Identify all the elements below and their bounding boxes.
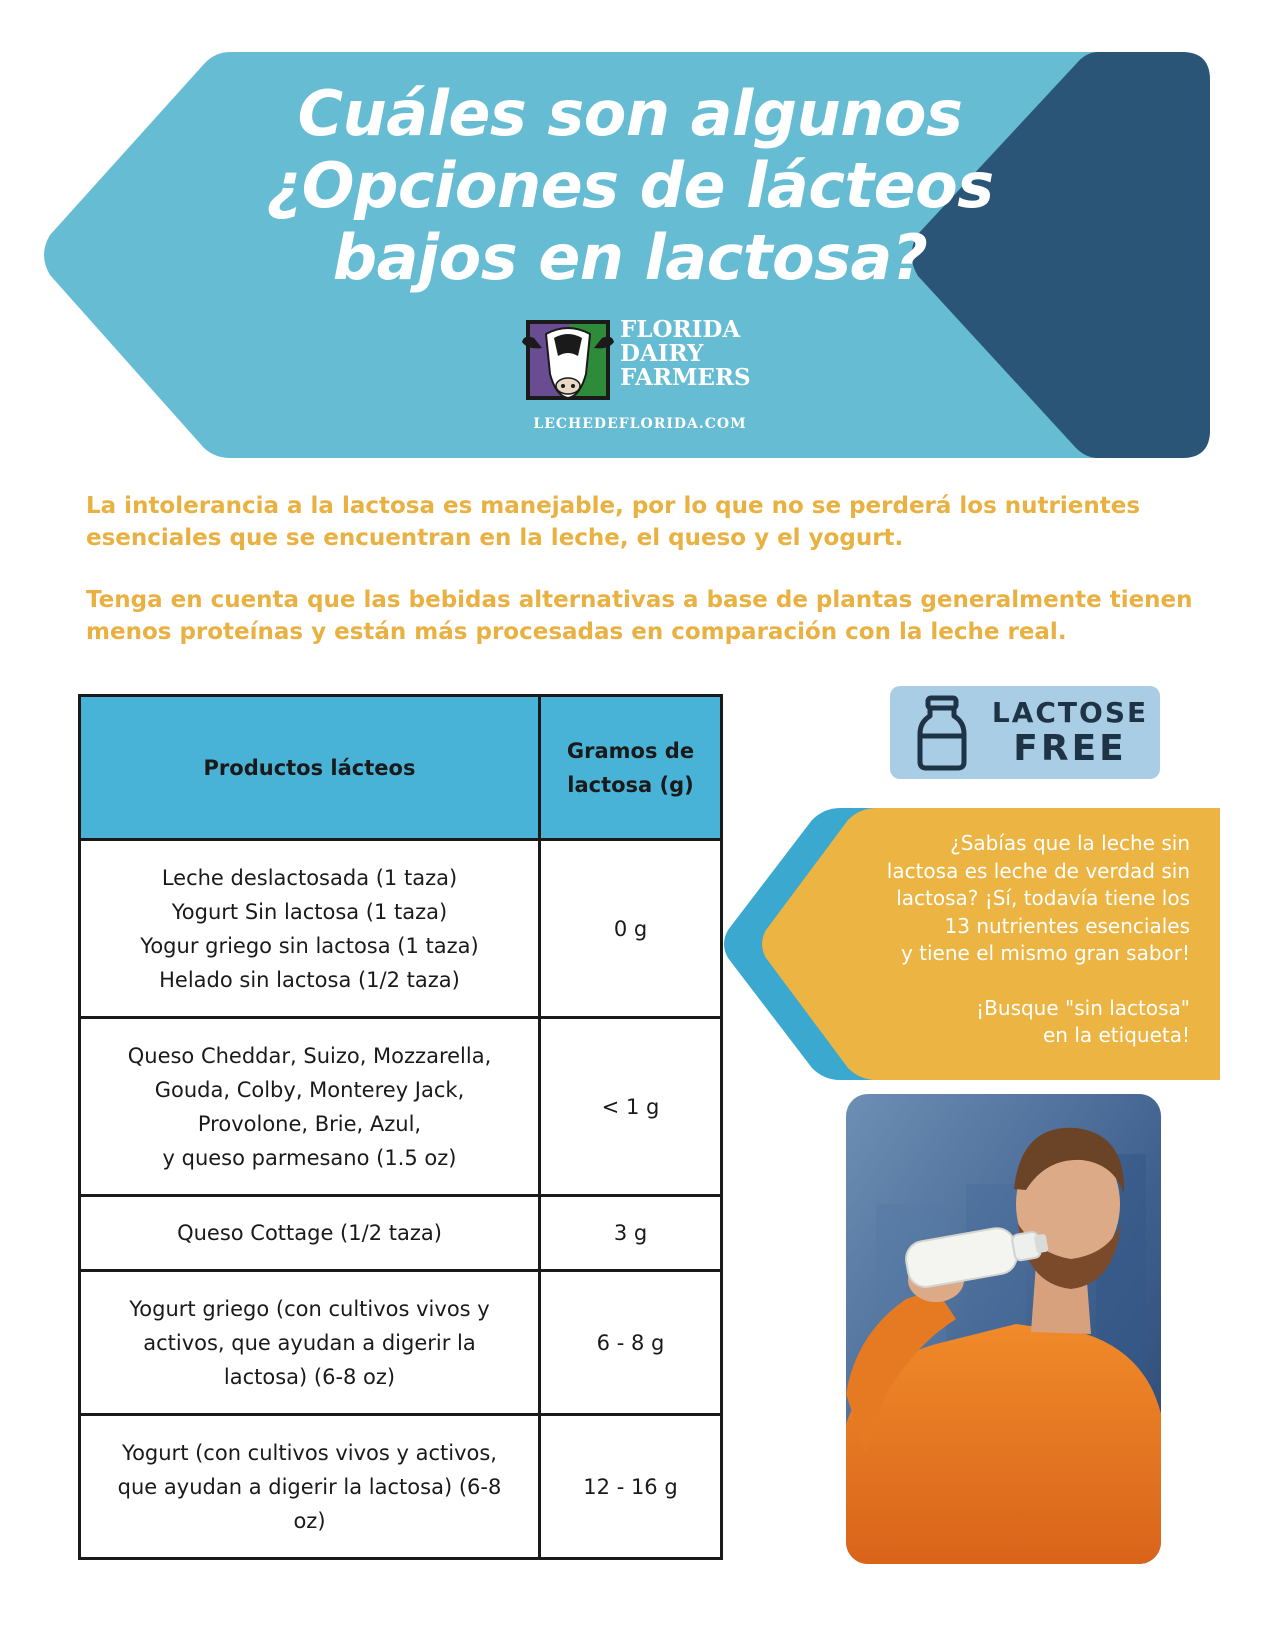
product-line: Leche deslactosada (1 taza) <box>161 865 458 890</box>
callout-line: ¡Busque "sin lactosa" <box>976 995 1190 1020</box>
product-cell <box>80 1196 540 1271</box>
page-title <box>230 78 1030 294</box>
badge-text-lactose: LACTOSE <box>991 696 1149 729</box>
callout-paragraph-2 <box>815 995 1190 1050</box>
callout-paragraph-1 <box>815 830 1190 968</box>
cow-logo-icon <box>520 316 616 404</box>
product-cell <box>80 1271 540 1415</box>
table-header-row <box>80 696 722 840</box>
title-line-3: bajos en lactosa? <box>332 221 928 294</box>
intro-paragraph-2: Tenga en cuenta que las bebidas alternativas a base de plantas generalmente tienen menos proteínas y están más procesadas en comparación con la leche real. <box>86 587 1193 645</box>
grams-cell: 12 - 16 g <box>540 1415 722 1559</box>
table-row <box>80 1415 722 1559</box>
badge-text-free: FREE <box>1013 728 1127 769</box>
milk-bottle-icon <box>914 694 970 772</box>
header-products: Productos lácteos <box>80 696 540 840</box>
logo-word-dairy: DAIRY <box>620 340 704 367</box>
callout-line: en la etiqueta! <box>1042 1023 1190 1047</box>
product-cell <box>80 1415 540 1559</box>
intro-paragraph-1: La intolerancia a la lactosa es manejable, por lo que no se perderá los nutrientes esenciales que se encuentran en la leche, el queso y el yogurt. <box>86 493 1141 551</box>
logo-word-farmers: FARMERS <box>620 364 751 391</box>
product-line: Yogur griego sin lactosa (1 taza) <box>140 933 479 958</box>
product-line: que ayudan a digerir la lactosa) (6-8 <box>117 1474 502 1499</box>
logo-word-florida: FLORIDA <box>620 316 741 343</box>
header-banner <box>0 0 1275 480</box>
product-line: Provolone, Brie, Azul, <box>197 1111 422 1136</box>
product-line: Yogurt (con cultivos vivos y activos, <box>122 1440 497 1465</box>
website-url: LECHEDEFLORIDA.COM <box>533 416 747 432</box>
grams-cell: 6 - 8 g <box>540 1271 722 1415</box>
product-line: oz) <box>293 1508 326 1533</box>
callout-line: y tiene el mismo gran sabor! <box>900 941 1190 965</box>
product-line: Yogurt Sin lactosa (1 taza) <box>171 899 448 924</box>
table-row <box>80 1196 722 1271</box>
product-line: activos, que ayudan a digerir la <box>143 1330 476 1355</box>
product-line: y queso parmesano (1.5 oz) <box>162 1145 457 1170</box>
product-line: Queso Cheddar, Suizo, Mozzarella, <box>127 1043 492 1068</box>
header-grams: Gramos de lactosa (g) <box>540 696 722 840</box>
title-line-1: Cuáles son algunos <box>297 77 963 150</box>
table-row <box>80 1271 722 1415</box>
callout-line: 13 nutrientes esenciales <box>944 913 1190 938</box>
grams-cell: 3 g <box>540 1196 722 1271</box>
callout-line: lactosa es leche de verdad sin <box>886 858 1190 883</box>
product-cell <box>80 840 540 1018</box>
lactose-table <box>78 694 723 1560</box>
lactose-free-badge <box>890 686 1160 779</box>
callout-line: lactosa? ¡Sí, todavía tiene los <box>896 886 1190 910</box>
product-line: Queso Cottage (1/2 taza) <box>177 1221 442 1245</box>
photo-illustration <box>846 1094 1161 1564</box>
florida-dairy-farmers-logo <box>520 316 760 440</box>
title-line-2: ¿Opciones de lácteos <box>266 149 994 222</box>
table-row <box>80 1018 722 1196</box>
grams-cell: 0 g <box>540 840 722 1018</box>
product-line: Helado sin lactosa (1/2 taza) <box>159 967 460 992</box>
grams-cell: < 1 g <box>540 1018 722 1196</box>
callout-text <box>815 830 1190 1050</box>
product-line: Yogurt griego (con cultivos vivos y <box>129 1296 490 1321</box>
callout-line: ¿Sabías que la leche sin <box>950 831 1190 855</box>
product-cell <box>80 1018 540 1196</box>
man-drinking-milk-photo <box>846 1094 1161 1564</box>
product-line: Gouda, Colby, Monterey Jack, <box>154 1077 465 1102</box>
product-line: lactosa) (6-8 oz) <box>223 1364 396 1389</box>
table-row <box>80 840 722 1018</box>
